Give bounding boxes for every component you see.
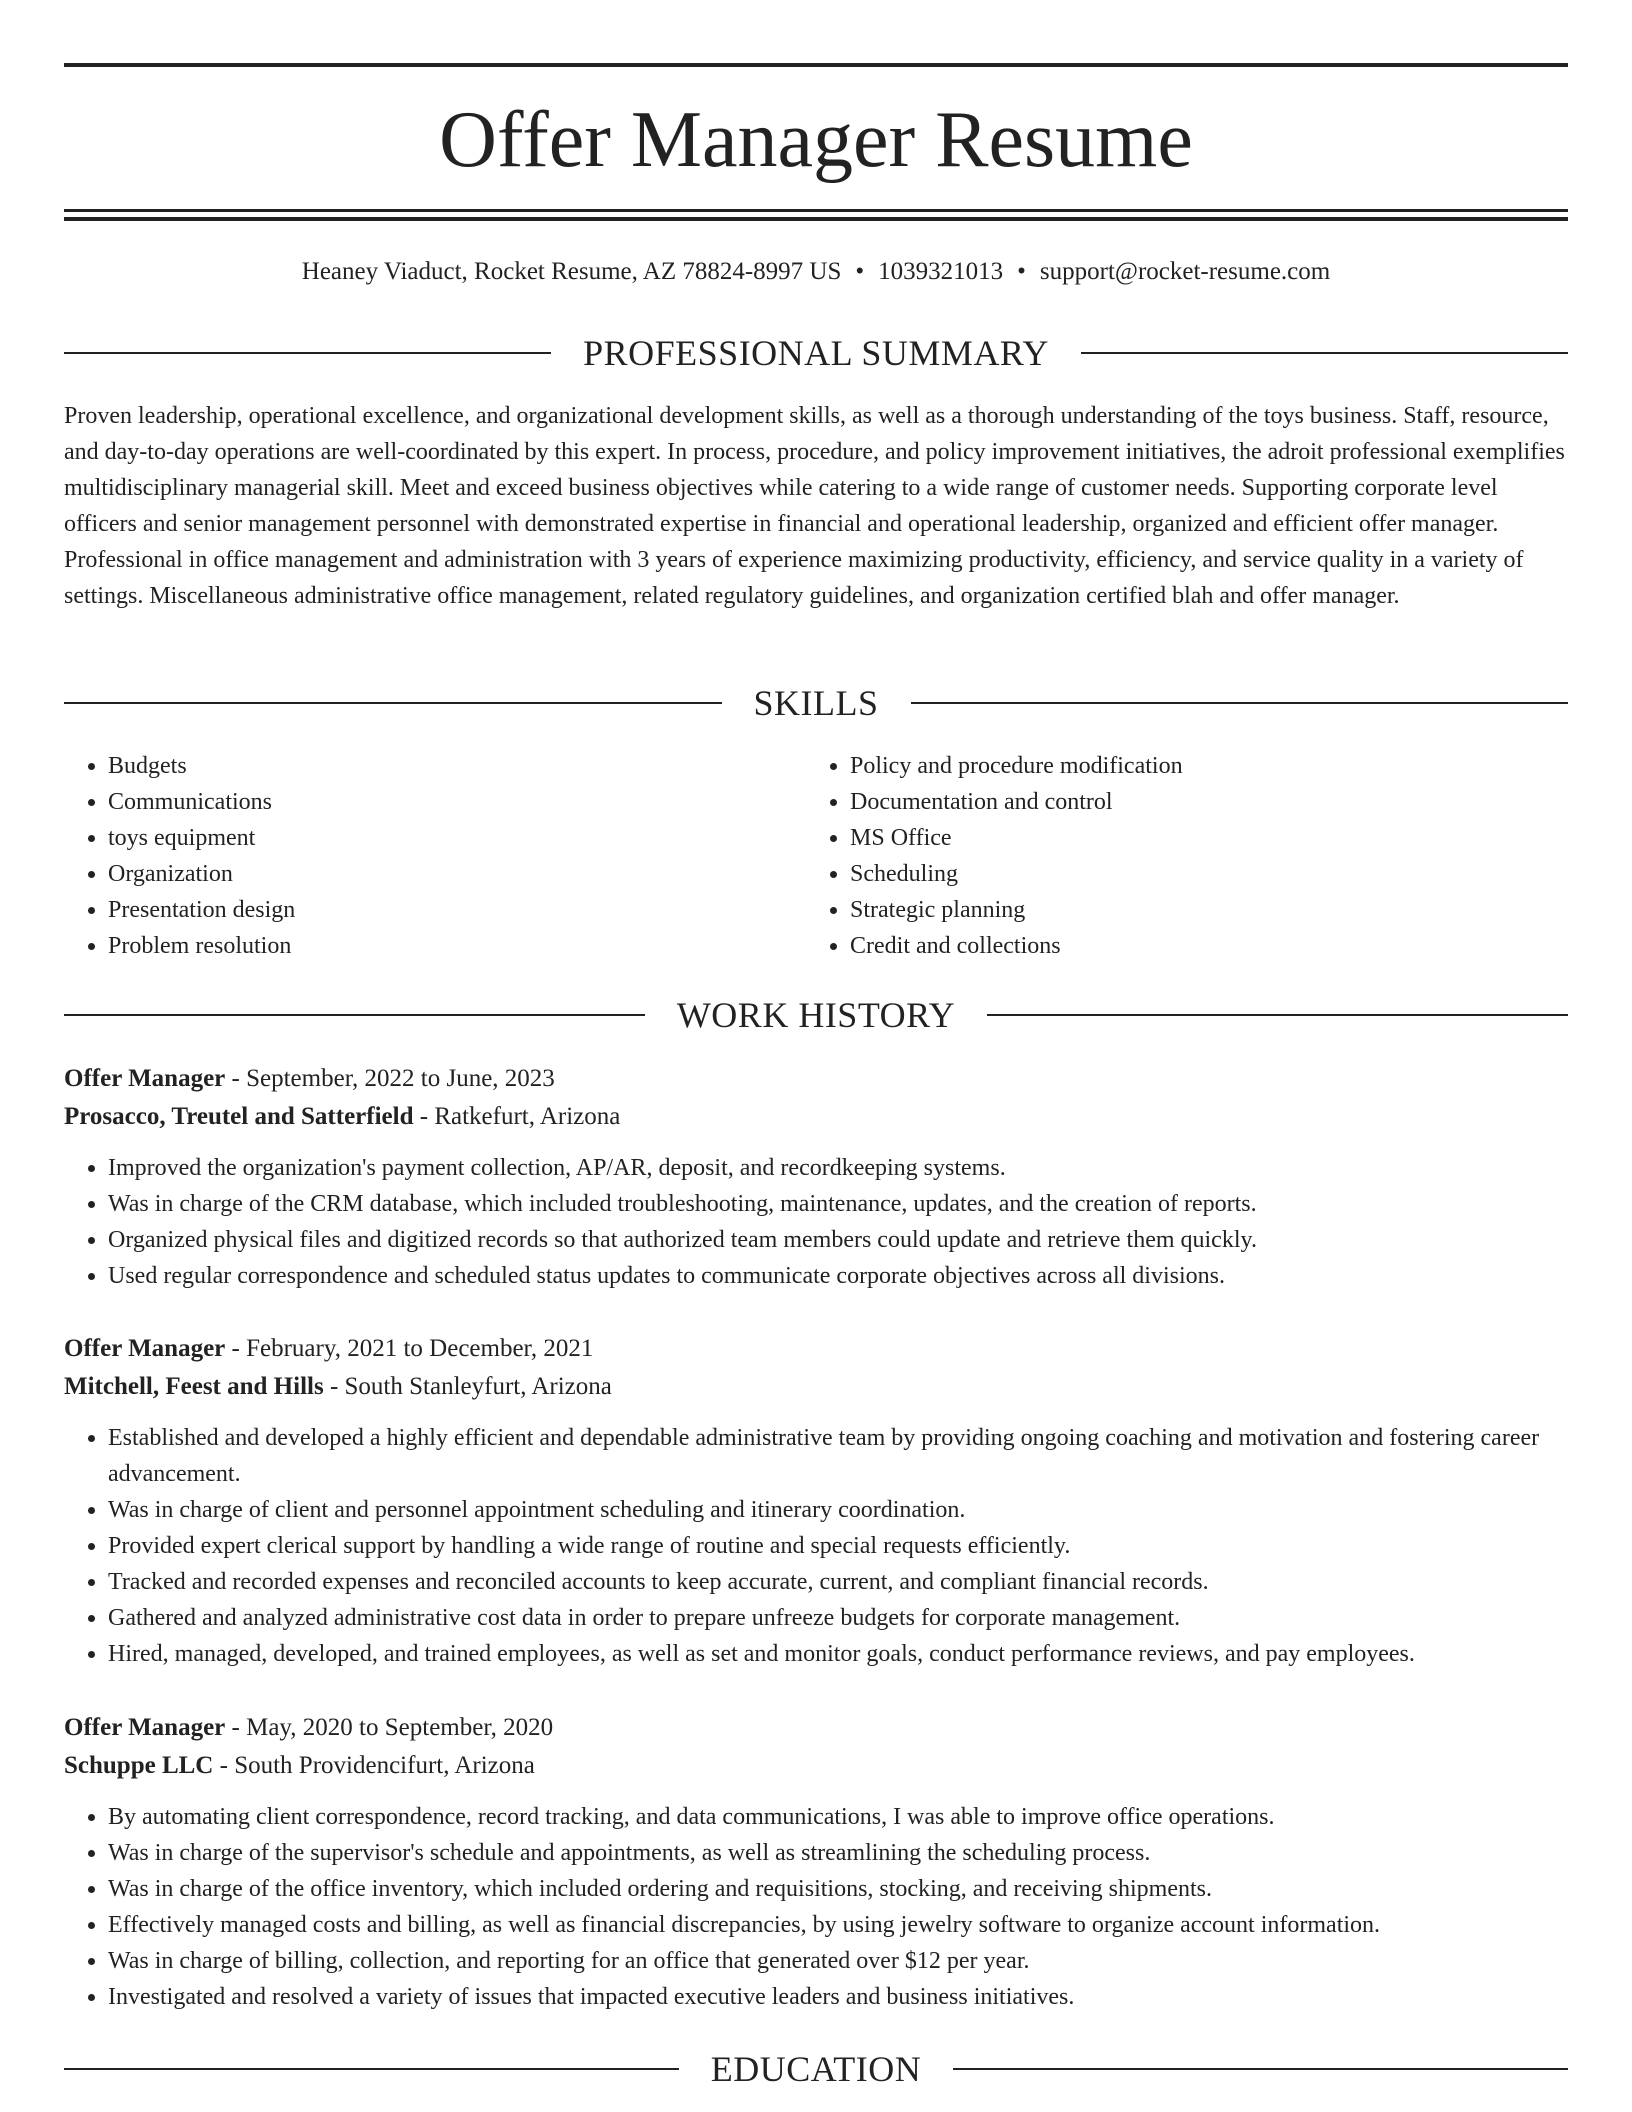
- skill-item: • Policy and procedure modification: [850, 748, 1548, 784]
- job-bullet: • Organized physical files and digitized records so that authorized team members could update and retrieve them quickly.: [108, 1222, 1568, 1258]
- job-entry: [64, 1330, 1568, 1672]
- job-bullet: • Improved the organization's payment collection, AP/AR, deposit, and recordkeeping systems.: [108, 1150, 1568, 1186]
- job-title: Offer Manager: [64, 1335, 226, 1362]
- job-location: - South Providencifurt, Arizona: [213, 1752, 535, 1779]
- section-header-work-history: [64, 993, 1568, 1037]
- section-header-summary: [64, 331, 1568, 375]
- job-title-line: [64, 1330, 1568, 1368]
- job-bullet: • Was in charge of the CRM database, which included troubleshooting, maintenance, updates, and the creation of reports.: [108, 1186, 1568, 1222]
- job-entry: [64, 1060, 1568, 1294]
- section-rule: [64, 702, 722, 704]
- skill-item: • Problem resolution: [108, 928, 806, 964]
- skill-item: • Presentation design: [108, 892, 806, 928]
- job-bullet: • Tracked and recorded expenses and reconciled accounts to keep accurate, current, and compliant financial records.: [108, 1564, 1568, 1600]
- job-bullet: • Was in charge of client and personnel appointment scheduling and itinerary coordination.: [108, 1492, 1568, 1528]
- skills-column-right: [806, 748, 1548, 964]
- summary-paragraph: Proven leadership, operational excellence, and organizational development skills, as well as a thorough understanding of the toys business. Staff, resource, and day-to-day operations are well-coordinated by this expert. In process, procedure, and policy improvement initiatives, the adroit professional exemplifies multidisciplinary managerial skill. Meet and exceed business objectives while catering to a wide range of customer needs. Supporting corporate level officers and senior management personnel with demonstrated expertise in financial and operational leadership, organized and efficient offer manager. Professional in office management and administration with 3 years of experience maximizing productivity, efficiency, and service quality in a variety of settings. Miscellaneous administrative office management, related regulatory guidelines, and organization certified blah and offer manager.: [64, 403, 1565, 609]
- section-header-education: [64, 2047, 1568, 2091]
- title-rule-lower: [64, 217, 1568, 221]
- section-rule: [64, 1014, 645, 1016]
- job-bullet: • Was in charge of the office inventory, which included ordering and requisitions, stocking, and receiving shipments.: [108, 1871, 1568, 1907]
- skill-item: • Budgets: [108, 748, 806, 784]
- contact-line: [64, 254, 1568, 290]
- top-rule: [64, 63, 1568, 67]
- job-bullets: [64, 1150, 1568, 1294]
- section-header-skills: [64, 681, 1568, 725]
- job-bullet: • Provided expert clerical support by handling a wide range of routine and special requests efficiently.: [108, 1528, 1568, 1564]
- skills-list: [64, 748, 1568, 964]
- skill-item: • toys equipment: [108, 820, 806, 856]
- job-company-line: [64, 1368, 1568, 1406]
- contact-email: support@rocket-resume.com: [1039, 258, 1331, 285]
- skill-item: • Communications: [108, 784, 806, 820]
- job-bullet: • Was in charge of billing, collection, and reporting for an office that generated over $12 per year.: [108, 1943, 1568, 1979]
- title-rule-upper: [64, 209, 1568, 212]
- section-title: WORK HISTORY: [676, 995, 956, 1035]
- job-bullet: • Investigated and resolved a variety of issues that impacted executive leaders and business initiatives.: [108, 1979, 1568, 2015]
- job-bullets: [64, 1420, 1568, 1672]
- job-bullet: • Hired, managed, developed, and trained employees, as well as set and monitor goals, conduct performance reviews, and pay employees.: [108, 1636, 1568, 1672]
- section-title: SKILLS: [753, 683, 879, 723]
- job-company-line: [64, 1747, 1568, 1785]
- job-company: Prosacco, Treutel and Satterfield: [64, 1103, 414, 1130]
- job-dates: - September, 2022 to June, 2023: [225, 1065, 555, 1092]
- section-rule: [64, 352, 551, 354]
- job-bullet: • Effectively managed costs and billing, as well as financial discrepancies, by using jewelry software to organize account information.: [108, 1907, 1568, 1943]
- section-rule: [1081, 352, 1568, 354]
- skill-item: • Documentation and control: [850, 784, 1548, 820]
- contact-phone: 1039321013: [878, 258, 1004, 285]
- contact-address: Heaney Viaduct, Rocket Resume, AZ 78824-8997 US: [301, 258, 842, 285]
- contact-separator: •: [855, 258, 865, 285]
- skill-item: • Credit and collections: [850, 928, 1548, 964]
- job-location: - South Stanleyfurt, Arizona: [323, 1373, 612, 1400]
- section-rule: [953, 2068, 1568, 2070]
- job-title-line: [64, 1709, 1568, 1747]
- job-bullet: • By automating client correspondence, record tracking, and data communications, I was able to improve office operations.: [108, 1799, 1568, 1835]
- skill-item: • Strategic planning: [850, 892, 1548, 928]
- section-rule: [911, 702, 1569, 704]
- job-bullet: • Was in charge of the supervisor's schedule and appointments, as well as streamlining the scheduling process.: [108, 1835, 1568, 1871]
- section-title: EDUCATION: [710, 2049, 922, 2089]
- skill-item: • Scheduling: [850, 856, 1548, 892]
- skill-item: • MS Office: [850, 820, 1548, 856]
- job-location: - Ratkefurt, Arizona: [413, 1103, 621, 1130]
- job-title-line: [64, 1060, 1568, 1098]
- job-title: Offer Manager: [64, 1714, 226, 1741]
- job-bullets: [64, 1799, 1568, 2015]
- section-rule: [987, 1014, 1568, 1016]
- job-bullet: • Established and developed a highly efficient and dependable administrative team by providing ongoing coaching and motivation and fostering career advancement.: [108, 1420, 1568, 1492]
- skill-item: • Organization: [108, 856, 806, 892]
- job-title: Offer Manager: [64, 1065, 226, 1092]
- job-bullet: • Gathered and analyzed administrative cost data in order to prepare unfreeze budgets for corporate management.: [108, 1600, 1568, 1636]
- section-rule: [64, 2068, 679, 2070]
- job-company-line: [64, 1098, 1568, 1136]
- resume-title: Offer Manager Resume: [439, 96, 1193, 184]
- job-bullet: • Used regular correspondence and scheduled status updates to communicate corporate objectives across all divisions.: [108, 1258, 1568, 1294]
- skills-column-left: [64, 748, 806, 964]
- job-company: Mitchell, Feest and Hills: [64, 1373, 324, 1400]
- contact-separator: •: [1017, 258, 1026, 285]
- job-dates: - February, 2021 to December, 2021: [225, 1335, 594, 1362]
- job-company: Schuppe LLC: [64, 1752, 214, 1779]
- section-title: PROFESSIONAL SUMMARY: [583, 333, 1049, 373]
- job-entry: [64, 1709, 1568, 2015]
- job-dates: - May, 2020 to September, 2020: [225, 1714, 554, 1741]
